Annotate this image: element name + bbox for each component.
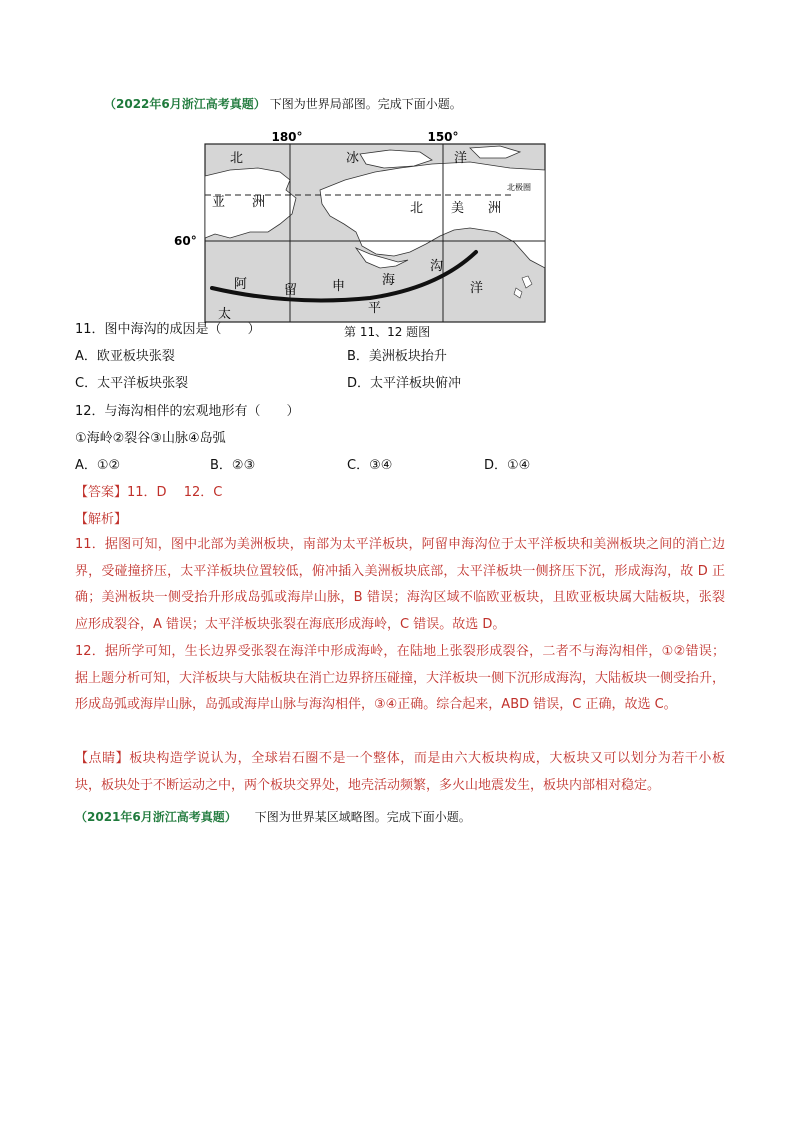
- label-ya: 亚: [212, 195, 226, 210]
- label-zhou-na: 洲: [488, 201, 502, 216]
- analysis-paragraph-11: 11．据图可知，图中北部为美洲板块，南部为太平洋板块，阿留申海沟位于太平洋板块和美洲板块之间的消亡边界，受碰撞挤压，太平洋板块位置较低，俯冲插入美洲板块底部，太平洋板块一侧挤压下沉，形成海沟，故 D 正确；美洲板块一侧受抬升形成岛弧或海岸山脉，B 错误；海沟区域不临欧亚板块，且欧亚板块属大陆板块，张裂应形成裂谷，A 错误；太平洋板块张裂在海底形成海岭，C 错误。故选 D。: [75, 537, 725, 632]
- tip-paragraph: [75, 746, 725, 799]
- q12-stem: 12．与海沟相伴的宏观地形有（ ）: [75, 404, 300, 419]
- tip-label: 【点睛】: [75, 751, 130, 766]
- q12-option-c: C．③④: [347, 458, 393, 473]
- q12-items: ①海岭②裂谷③山脉④岛弧: [75, 431, 226, 446]
- label-bei: 北: [230, 151, 244, 166]
- lon-label-180: 180°: [271, 130, 303, 144]
- exam-source-tag: （2022年6月浙江高考真题）: [104, 97, 266, 111]
- q11-option-d: D．太平洋板块俯冲: [347, 376, 462, 391]
- label-liu: 留: [284, 283, 298, 298]
- label-yang-bottom: 洋: [470, 281, 484, 296]
- lon-label-150: 150°: [427, 130, 459, 144]
- label-bei-na: 北: [410, 201, 424, 216]
- world-map-figure: [170, 128, 550, 326]
- label-tai: 太: [218, 307, 232, 322]
- label-zhou-asia: 洲: [252, 195, 266, 210]
- analysis-paragraph-12: 12．据所学可知，生长边界受张裂在海洋中形成海岭，在陆地上张裂形成裂谷，二者不与海沟相伴，①②错误；据上题分析可知，大洋板块与大陆板块在消亡边界挤压碰撞，大洋板块一侧下沉形成海沟，大陆板块一侧受抬升，形成岛弧或海岸山脉，岛弧或海岸山脉与海沟相伴，③④正确。综合起来，ABD 错误，C 正确，故选 C。: [75, 644, 726, 712]
- answer-label: 【答案】: [75, 485, 128, 500]
- q12-option-d: D．①④: [484, 458, 531, 473]
- label-yang-top: 洋: [454, 151, 468, 166]
- analysis-label: 【解析】: [75, 512, 128, 527]
- q11-option-b: B．美洲板块抬升: [347, 349, 447, 364]
- label-gou: 沟: [430, 259, 444, 274]
- next-question-source-line: [75, 808, 471, 825]
- q11-option-c: C．太平洋板块张裂: [75, 376, 189, 391]
- tip-text: 板块构造学说认为，全球岩石圈不是一个整体，而是由六大板块构成，大板块又可以划分为若干小板块，板块处于不断运动之中，两个板块交界处，地壳活动频繁，多火山地震发生，板块内部相对稳定。: [75, 751, 725, 793]
- arctic-circle-label: 北极圈: [507, 183, 531, 192]
- label-hai: 海: [382, 273, 396, 288]
- label-a: 阿: [234, 277, 248, 292]
- label-bing: 冰: [346, 151, 360, 166]
- question-intro: 下图为世界局部图。完成下面小题。: [269, 97, 462, 111]
- answer-text: 11．D 12．C: [127, 485, 223, 500]
- map-caption: 第 11、12 题图: [344, 325, 431, 339]
- q11-stem: 11．图中海沟的成因是（ ）: [75, 322, 261, 337]
- label-ping: 平: [368, 301, 382, 316]
- label-mei: 美: [451, 201, 465, 216]
- next-question-intro: 下图为世界某区域略图。完成下面小题。: [254, 810, 471, 824]
- q12-option-b: B．②③: [210, 458, 256, 473]
- answer-line: [75, 481, 222, 500]
- label-shen: 申: [332, 279, 346, 294]
- q12-option-a: A．①②: [75, 458, 121, 473]
- next-exam-source-tag: （2021年6月浙江高考真题）: [75, 810, 237, 824]
- question-source-line: [104, 95, 462, 112]
- lat-label-60: 60°: [174, 234, 197, 248]
- q11-option-a: A．欧亚板块张裂: [75, 349, 175, 364]
